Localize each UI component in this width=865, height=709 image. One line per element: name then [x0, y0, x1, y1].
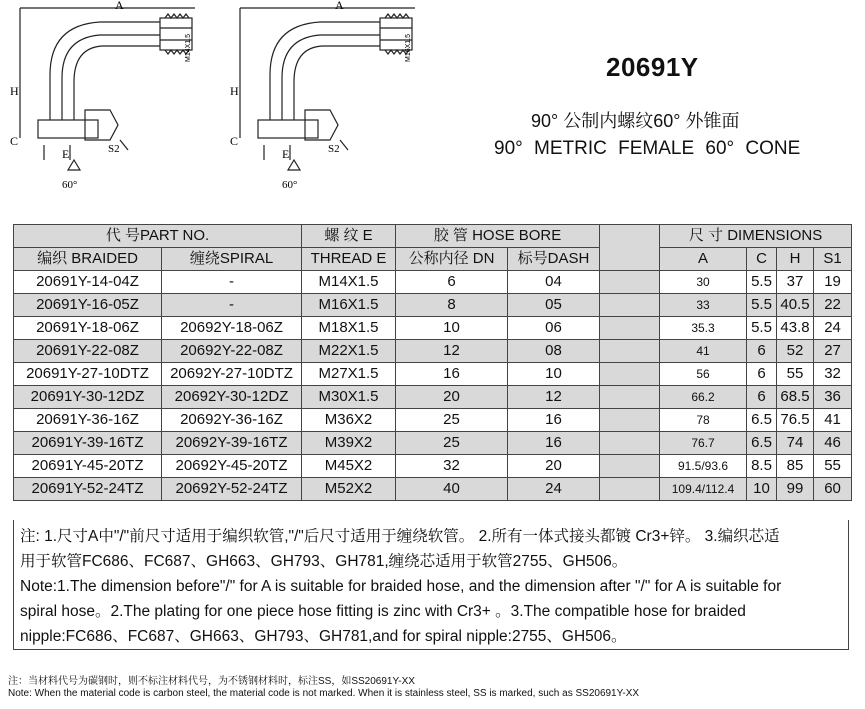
fitting-drawing [0, 0, 500, 205]
table-cell: 20692Y-45-20TZ [162, 455, 302, 478]
table-row [14, 340, 852, 363]
table-cell: M14X1.5 [302, 271, 396, 294]
drawing-label-C: C [10, 134, 19, 148]
table-cell: 12 [508, 386, 600, 409]
table-cell: 85 [777, 455, 814, 478]
table-cell: 20692Y-18-06Z [162, 317, 302, 340]
col-spiral: 缠绕SPIRAL [162, 248, 302, 271]
table-cell: 10 [508, 363, 600, 386]
table-cell: 16 [508, 432, 600, 455]
blank-cell [600, 478, 660, 501]
table-row [14, 409, 852, 432]
table-cell: 43.8 [777, 317, 814, 340]
table-cell: 8 [396, 294, 508, 317]
table-cell: M18X1.5 [302, 317, 396, 340]
table-cell: 24 [814, 317, 852, 340]
table-cell: 6 [396, 271, 508, 294]
page-title: 20691Y [606, 52, 699, 82]
table-cell: 6 [747, 340, 777, 363]
table-row [14, 386, 852, 409]
table-cell: 30 [660, 271, 747, 294]
table-cell: 20692Y-22-08Z [162, 340, 302, 363]
note-en-line2: spiral hose。2.The plating for one piece hose fitting is zinc with Cr3+ 。3.The compatible hose for braided [20, 603, 746, 620]
header-part-no: 代 号PART NO. [14, 225, 302, 248]
table-cell: 6 [747, 386, 777, 409]
table-cell: 05 [508, 294, 600, 317]
table-cell: 20691Y-39-16TZ [14, 432, 162, 455]
table-cell: 20691Y-22-08Z [14, 340, 162, 363]
blank-cell [600, 386, 660, 409]
header-blank [600, 225, 660, 271]
table-cell: 41 [660, 340, 747, 363]
table-cell: 20692Y-52-24TZ [162, 478, 302, 501]
table-cell: 16 [508, 409, 600, 432]
table-cell: 24 [508, 478, 600, 501]
table-cell: 91.5/93.6 [660, 455, 747, 478]
note-en-line3: nipple:FC686、FC687、GH663、GH793、GH781,and for spiral nipple:2755、GH506。 [20, 628, 627, 645]
table-cell: 99 [777, 478, 814, 501]
drawing-label-H: H [10, 84, 19, 98]
table-cell: M36X2 [302, 409, 396, 432]
note-en-line1: Note:1.The dimension before"/" for A is suitable for braided hose, and the dimension after "/" for A is suitable for [20, 578, 782, 595]
table-cell: 68.5 [777, 386, 814, 409]
table-row [14, 294, 852, 317]
footer-note-cn: 注：当材料代号为碳钢时，则不标注材料代号，为不锈钢材料时，标注SS，如SS20691Y-XX [8, 676, 415, 687]
table-cell: 20692Y-36-16Z [162, 409, 302, 432]
table-cell: - [162, 294, 302, 317]
blank-cell [600, 363, 660, 386]
table-cell: 27 [814, 340, 852, 363]
table-cell: 46 [814, 432, 852, 455]
drawing-label-S2-2: S2 [328, 143, 340, 155]
blank-cell [600, 432, 660, 455]
table-body [14, 271, 852, 501]
col-thread: THREAD E [302, 248, 396, 271]
table-cell: M16X1.5 [302, 294, 396, 317]
table-cell: 20 [508, 455, 600, 478]
table-row [14, 271, 852, 294]
table-cell: 55 [777, 363, 814, 386]
table-cell: 76.7 [660, 432, 747, 455]
table-cell: M45X2 [302, 455, 396, 478]
table-cell: 20691Y-18-06Z [14, 317, 162, 340]
table-cell: 36 [814, 386, 852, 409]
drawing-label-S2: S2 [108, 143, 120, 155]
drawing-thread-mark: M14X1.5 [185, 33, 192, 62]
drawing-label-E: E [62, 147, 70, 161]
table-cell: 55 [814, 455, 852, 478]
blank-cell [600, 271, 660, 294]
table-cell: 6 [747, 363, 777, 386]
table-row [14, 455, 852, 478]
drawing-thread-mark-2: M16X1.5 [405, 33, 412, 62]
header-thread: 螺 纹 E [302, 225, 396, 248]
table-cell: 20692Y-30-12DZ [162, 386, 302, 409]
table-cell: M27X1.5 [302, 363, 396, 386]
table-cell: - [162, 271, 302, 294]
note-cn-line2: 用于软管FC686、FC687、GH663、GH793、GH781,缠绕芯适用于软管2755、GH506。 [20, 553, 628, 570]
table-cell: 20691Y-30-12DZ [14, 386, 162, 409]
table-cell: 06 [508, 317, 600, 340]
blank-cell [600, 294, 660, 317]
header-hose-bore: 胶 管 HOSE BORE [396, 225, 600, 248]
table-cell: 6.5 [747, 409, 777, 432]
notes [13, 520, 849, 650]
table-cell: 12 [396, 340, 508, 363]
table-row [14, 432, 852, 455]
table-cell: 25 [396, 432, 508, 455]
table-cell: 35.3 [660, 317, 747, 340]
table-cell: M30X1.5 [302, 386, 396, 409]
table-cell: 32 [814, 363, 852, 386]
table-cell: 20692Y-39-16TZ [162, 432, 302, 455]
table-cell: M39X2 [302, 432, 396, 455]
table-cell: 32 [396, 455, 508, 478]
table-cell: 60 [814, 478, 852, 501]
blank-cell [600, 340, 660, 363]
table-cell: 20692Y-27-10DTZ [162, 363, 302, 386]
table-cell: 74 [777, 432, 814, 455]
col-a: A [660, 248, 747, 271]
drawing-label-C-2: C [230, 134, 239, 148]
table-cell: 20691Y-45-20TZ [14, 455, 162, 478]
table-cell: 20691Y-36-16Z [14, 409, 162, 432]
table-cell: 5.5 [747, 317, 777, 340]
drawing-label-angle-2: 60° [282, 179, 298, 191]
col-s1: S1 [814, 248, 852, 271]
table-cell: 56 [660, 363, 747, 386]
col-braided: 编织 BRAIDED [14, 248, 162, 271]
table-cell: 10 [396, 317, 508, 340]
table-row [14, 317, 852, 340]
drawing-label-A: A [115, 0, 124, 12]
subtitle-chinese: 90° 公制内螺纹60° 外锥面 [531, 111, 740, 131]
spec-table [13, 224, 852, 501]
col-c: C [747, 248, 777, 271]
col-dash: 标号DASH [508, 248, 600, 271]
drawing-label-E-2: E [282, 147, 290, 161]
col-dn: 公称内径 DN [396, 248, 508, 271]
table-cell: 6.5 [747, 432, 777, 455]
table-row [14, 478, 852, 501]
table-cell: 20691Y-14-04Z [14, 271, 162, 294]
drawing-label-H-2: H [230, 84, 239, 98]
table-cell: 109.4/112.4 [660, 478, 747, 501]
table-cell: 10 [747, 478, 777, 501]
table-cell: 20691Y-16-05Z [14, 294, 162, 317]
table-cell: 78 [660, 409, 747, 432]
table-cell: 5.5 [747, 271, 777, 294]
table-row [14, 363, 852, 386]
footer-note-en: Note: When the material code is carbon steel, the material code is not marked. When it is stainless steel, SS is marked, such as SS20691Y-XX [8, 688, 640, 699]
table-cell: 41 [814, 409, 852, 432]
table-cell: 40.5 [777, 294, 814, 317]
col-h: H [777, 248, 814, 271]
table-cell: 22 [814, 294, 852, 317]
blank-cell [600, 317, 660, 340]
table-cell: 20691Y-27-10DTZ [14, 363, 162, 386]
drawing-label-angle: 60° [62, 179, 78, 191]
table-cell: 37 [777, 271, 814, 294]
table-cell: 04 [508, 271, 600, 294]
table-cell: 40 [396, 478, 508, 501]
table-cell: 52 [777, 340, 814, 363]
table-cell: 66.2 [660, 386, 747, 409]
table-cell: 25 [396, 409, 508, 432]
table-cell: 20 [396, 386, 508, 409]
blank-cell [600, 455, 660, 478]
table-cell: 76.5 [777, 409, 814, 432]
drawing-label-A-2: A [335, 0, 344, 12]
subtitle-english: 90° METRIC FEMALE 60° CONE [494, 138, 801, 159]
table-cell: 8.5 [747, 455, 777, 478]
table-cell: 08 [508, 340, 600, 363]
table-cell: 19 [814, 271, 852, 294]
table-cell: 5.5 [747, 294, 777, 317]
table-cell: M22X1.5 [302, 340, 396, 363]
header-dimensions: 尺 寸 DIMENSIONS [660, 225, 852, 248]
table-cell: 20691Y-52-24TZ [14, 478, 162, 501]
table-cell: 33 [660, 294, 747, 317]
note-cn-line1: 注: 1.尺寸A中"/"前尺寸适用于编织软管,"/"后尺寸适用于缠绕软管。 2.所有一体式接头都镀 Cr3+锌。 3.编织芯适 [20, 528, 780, 545]
table-cell: M52X2 [302, 478, 396, 501]
blank-cell [600, 409, 660, 432]
table-cell: 16 [396, 363, 508, 386]
